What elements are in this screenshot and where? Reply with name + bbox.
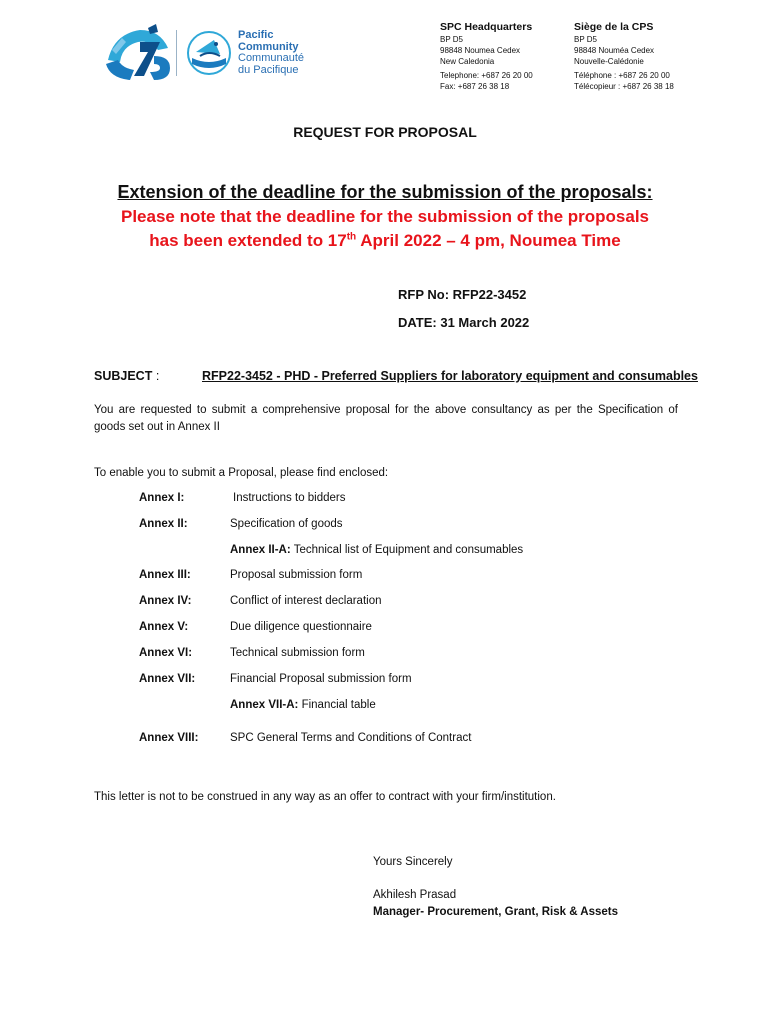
deadline-notice-line-1: Please note that the deadline for the submission of the proposals <box>120 207 650 226</box>
pacific-community-emblem-icon <box>186 30 232 81</box>
notice-sup: th <box>346 231 357 243</box>
annex-text: Conflict of interest declaration <box>230 595 382 607</box>
notice-pre: has been extended to 17 <box>149 231 347 250</box>
annex-sub-label: Annex VII-A: <box>230 699 299 711</box>
annex-text: Technical submission form <box>230 647 365 659</box>
annex-label: Annex I: <box>139 492 185 504</box>
annex-text: Due diligence questionnaire <box>230 621 372 633</box>
hq-title-fr: Siège de la CPS <box>574 21 654 33</box>
annex-text: SPC General Terms and Conditions of Contract <box>230 732 472 744</box>
signatory-name: Akhilesh Prasad <box>373 889 457 901</box>
hq-fr-line: Nouvelle-Calédonie <box>574 57 644 67</box>
subject-colon: : <box>152 369 160 383</box>
hq-address-en <box>440 20 533 92</box>
annex-label: Annex VIII: <box>139 732 199 744</box>
logo-divider <box>176 30 177 76</box>
hq-fr-line: Téléphone : +687 26 20 00 <box>574 70 670 80</box>
hq-en-line: Fax: +687 26 38 18 <box>440 81 510 91</box>
hq-address-fr <box>574 20 674 92</box>
org-name-en-2: Community <box>238 40 299 53</box>
rfp-number: RFP No: RFP22-3452 <box>398 287 527 302</box>
annex-text: Proposal submission form <box>230 569 363 581</box>
hq-en-line: 98848 Noumea Cedex <box>440 46 521 56</box>
hq-fr-line: Télécopieur : +687 26 38 18 <box>574 81 674 91</box>
sign-off: Yours Sincerely <box>373 856 453 868</box>
hq-fr-line: BP D5 <box>574 35 597 44</box>
annex-label: Annex III: <box>139 569 191 581</box>
organisation-name <box>238 30 304 76</box>
annex-sub-label: Annex II-A: <box>230 544 291 556</box>
annex-sub-item <box>230 544 523 556</box>
annex-label: Annex V: <box>139 621 189 633</box>
annex-text: Specification of goods <box>230 518 343 530</box>
rfp-date: DATE: 31 March 2022 <box>398 315 530 330</box>
signatory-title: Manager- Procurement, Grant, Risk & Assets <box>373 906 618 918</box>
annex-label: Annex II: <box>139 518 188 530</box>
annex-label: Annex VII: <box>139 673 196 685</box>
org-name-fr-1: Communauté <box>238 52 305 64</box>
notice-post: April 2022 – 4 pm, Noumea Time <box>356 231 621 250</box>
annex-text: Instructions to bidders <box>233 492 346 504</box>
extension-title: Extension of the deadline for the submission of the proposals: <box>117 182 653 202</box>
enclosed-paragraph: To enable you to submit a Proposal, please find enclosed: <box>94 467 389 479</box>
hq-fr-line: 98848 Nouméa Cedex <box>574 46 655 56</box>
annex-sub-text: Technical list of Equipment and consumables <box>290 544 524 556</box>
hq-en-line: BP D5 <box>440 35 463 44</box>
annex-label: Annex IV: <box>139 595 192 607</box>
document-heading: REQUEST FOR PROPOSAL <box>293 124 477 140</box>
annex-sub-text: Financial table <box>298 699 376 711</box>
subject-label-text: SUBJECT <box>94 369 153 383</box>
anniversary-emblem-icon <box>100 20 180 84</box>
intro-paragraph: You are requested to submit a comprehensive proposal for the above consultancy as per the Specification of goods set out in Annex II <box>94 404 678 433</box>
annex-text: Financial Proposal submission form <box>230 673 412 685</box>
deadline-notice-line-2 <box>0 231 770 251</box>
annex-sub-item <box>230 699 376 711</box>
hq-title-en: SPC Headquarters <box>440 21 533 33</box>
hq-en-line: Telephone: +687 26 20 00 <box>440 70 533 80</box>
closing-statement: This letter is not to be construed in any way as an offer to contract with your firm/institution. <box>94 791 556 803</box>
subject-label <box>94 369 159 383</box>
org-name-fr-2: du Pacifique <box>238 63 299 76</box>
hq-en-line: New Caledonia <box>440 57 495 67</box>
org-name-en-1: Pacific <box>238 29 274 41</box>
subject-text: RFP22-3452 - PHD - Preferred Suppliers for laboratory equipment and consumables <box>202 369 698 383</box>
annex-label: Annex VI: <box>139 647 193 659</box>
